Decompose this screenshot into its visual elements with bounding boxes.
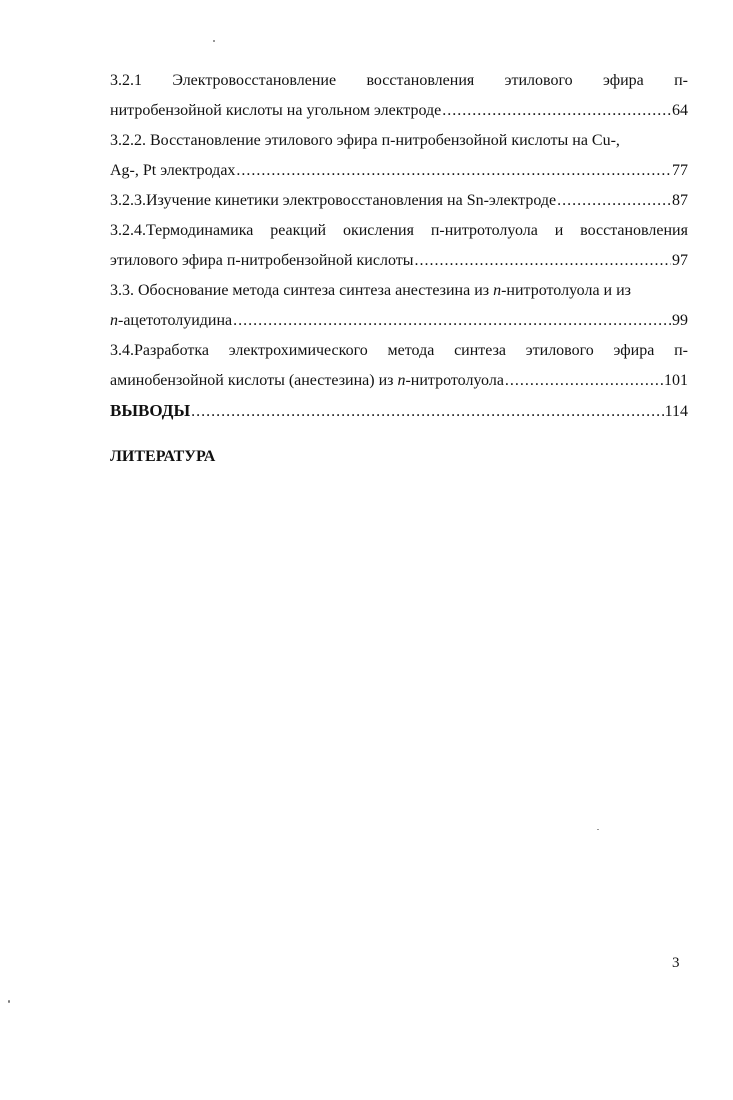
- toc-word: п-: [674, 72, 688, 89]
- toc-entry-conclusions: [110, 396, 688, 426]
- toc-page-number: 64: [672, 102, 688, 119]
- toc-entry-3-4: [110, 336, 688, 396]
- toc-page-number: 87: [672, 192, 688, 209]
- toc-entry-3-2-4: [110, 216, 688, 276]
- toc-text: -нитротолуола: [405, 372, 504, 389]
- toc-word: синтеза: [454, 342, 507, 359]
- toc-entry-3-2-2: [110, 126, 688, 186]
- toc-page-number: 99: [672, 312, 688, 329]
- toc-page-number: 77: [672, 162, 688, 179]
- toc-entry-3-2-3: [110, 186, 688, 216]
- toc-entry-line: [110, 246, 688, 276]
- toc-word: 3.4.Разработка: [110, 342, 209, 359]
- scan-speck: [8, 1000, 10, 1003]
- toc-word: реакций: [270, 222, 327, 239]
- toc-leader-dots: [442, 96, 671, 126]
- toc-entry-line: [110, 366, 688, 396]
- toc-page-number: 114: [664, 403, 688, 420]
- toc-word: эфира: [602, 72, 644, 89]
- toc-entry-line: [110, 66, 688, 96]
- toc-word: окисления: [342, 222, 414, 239]
- toc-leader-dots: [414, 246, 671, 276]
- toc-leader-dots: [236, 156, 671, 186]
- toc-entry-title: нитробензойной кислоты на угольном электроде: [110, 102, 442, 119]
- toc-leader-dots: [557, 186, 671, 216]
- toc-entry-title: 3.2.2. Восстановление этилового эфира п-нитробензойной кислоты на Cu-,: [110, 132, 620, 149]
- toc-entry-3-3: [110, 276, 688, 336]
- toc-entry-title: Ag-, Pt электродах: [110, 162, 236, 179]
- toc-entry-line: [110, 276, 688, 306]
- toc-entry-line: [110, 126, 688, 156]
- toc-word: п-нитротолуола: [430, 222, 538, 239]
- toc-entry-title: [110, 366, 504, 396]
- toc-text-italic: п: [110, 312, 118, 329]
- toc-entry-line: [110, 216, 688, 246]
- toc-text: 3.3. Обоснование метода синтеза синтеза анестезина из: [110, 282, 494, 299]
- toc-entry-title: 3.2.3.Изучение кинетики электровосстановления на Sn-электроде: [110, 192, 557, 209]
- toc-word: метода: [387, 342, 435, 359]
- toc-word: и: [554, 222, 564, 239]
- toc-entry-3-2-1: [110, 66, 688, 126]
- scan-speck: [597, 829, 599, 830]
- toc-entry-line: [110, 396, 688, 426]
- toc-word: 3.2.1: [110, 72, 142, 89]
- toc-word: электрохимического: [228, 342, 368, 359]
- table-of-contents: [110, 66, 688, 472]
- toc-word: 3.2.4.Термодинамика: [110, 222, 254, 239]
- toc-page-number: 97: [672, 252, 688, 269]
- toc-section-literature: ЛИТЕРАТУРА: [110, 448, 216, 465]
- toc-word: эфира: [613, 342, 655, 359]
- toc-text-italic: п: [397, 372, 406, 389]
- toc-word: этилового: [504, 72, 573, 89]
- toc-text: -ацетотолуидина: [118, 312, 233, 329]
- toc-leader-dots: [505, 366, 663, 396]
- toc-text: -нитротолуола и из: [501, 282, 631, 299]
- toc-entry-line: [110, 186, 688, 216]
- toc-entry-title: этилового эфира п-нитробензойной кислоты: [110, 252, 414, 269]
- toc-entry-line: [110, 336, 688, 366]
- page-number: 3: [672, 955, 680, 971]
- toc-section-title: ВЫВОДЫ: [110, 401, 191, 420]
- toc-word: восстановления: [580, 222, 688, 239]
- toc-page-number: 101: [664, 372, 688, 389]
- toc-leader-dots: [233, 306, 671, 336]
- scan-speck: [213, 40, 215, 42]
- toc-word: этилового: [525, 342, 594, 359]
- toc-entry-title: [110, 276, 631, 306]
- toc-leader-dots: [191, 397, 663, 426]
- toc-text: аминобензойной кислоты (анестезина) из: [110, 372, 398, 389]
- toc-word: восстановления: [366, 72, 475, 89]
- toc-entry-line: [110, 156, 688, 186]
- toc-text-italic: п: [493, 282, 502, 299]
- toc-entry-title: [110, 306, 232, 336]
- toc-entry-line: [110, 306, 688, 336]
- toc-entry-line: [110, 96, 688, 126]
- toc-word: п-: [674, 342, 688, 359]
- toc-word: Электровосстановление: [172, 72, 337, 89]
